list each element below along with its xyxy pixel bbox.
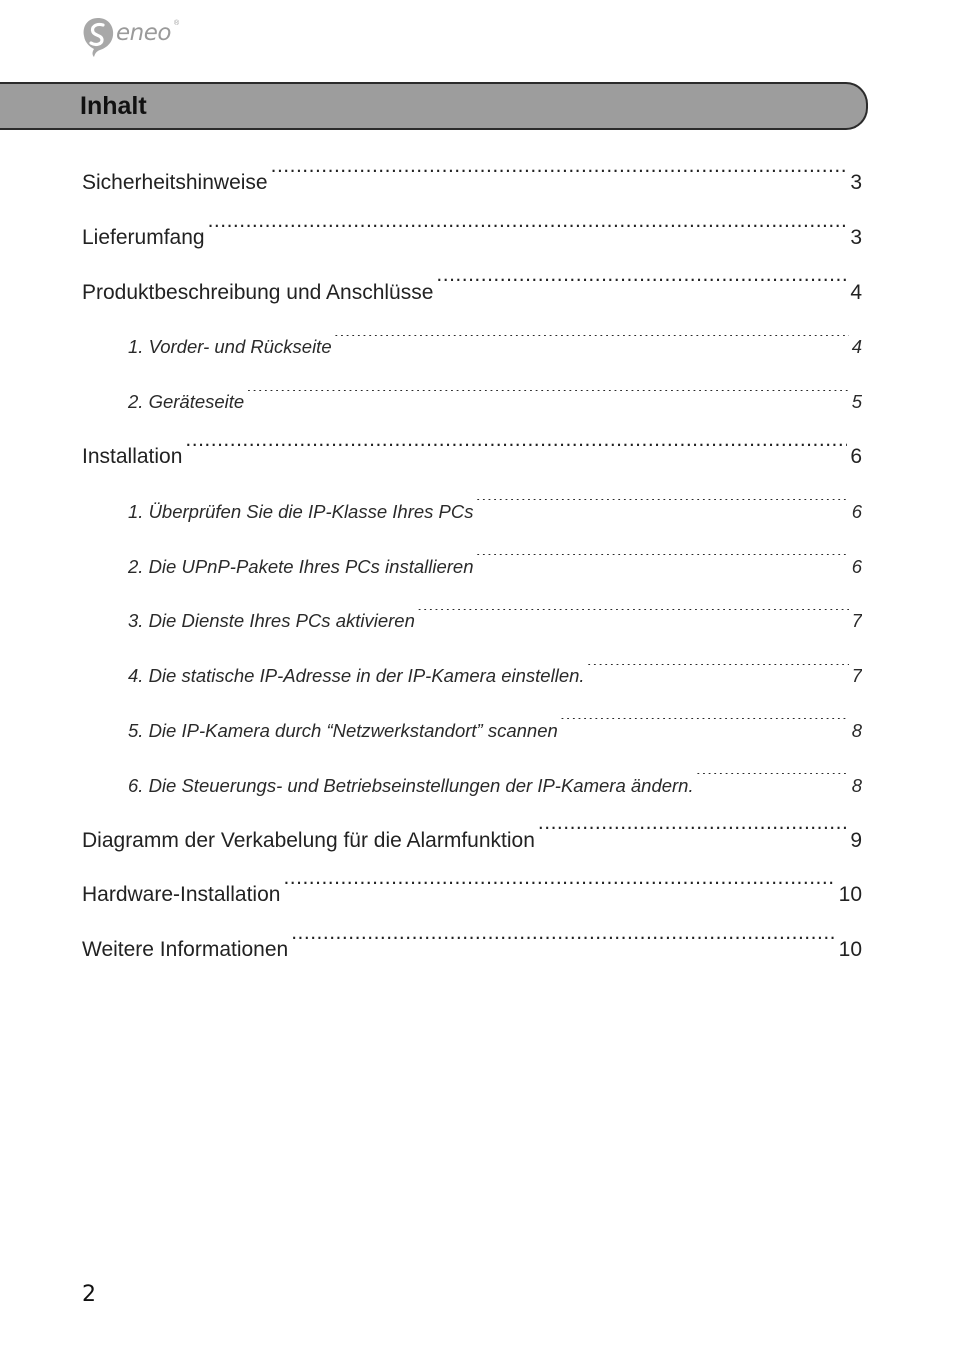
toc-entry[interactable] <box>82 375 862 430</box>
toc-dot-leader <box>538 826 847 847</box>
page-title: Inhalt <box>80 92 147 120</box>
toc-entry-page: 9 <box>850 828 862 852</box>
toc-entry-page: 8 <box>851 774 862 796</box>
toc-dot-leader <box>291 935 835 956</box>
toc-entry-label: Produktbeschreibung und Anschlüsse <box>82 280 434 304</box>
logo-wordmark: eneo <box>116 20 171 46</box>
table-of-contents <box>82 156 862 978</box>
toc-dot-leader <box>185 442 847 463</box>
toc-entry-label: Sicherheitshinweise <box>82 171 268 194</box>
eneo-logo <box>80 16 190 58</box>
toc-entry-label: 1. Vorder- und Rückseite <box>128 336 332 358</box>
toc-entry-label: Lieferumfang <box>82 225 205 249</box>
toc-entry-page: 8 <box>851 719 862 741</box>
toc-entry-page: 6 <box>851 500 862 522</box>
toc-entry[interactable] <box>82 868 862 923</box>
toc-dot-leader <box>418 609 849 628</box>
toc-entry-label: Weitere Informationen <box>82 938 289 962</box>
toc-entry-page: 10 <box>838 938 862 962</box>
toc-entry-label: Diagramm der Verkabelung für die Alarmfunktion <box>82 828 535 852</box>
toc-dot-leader <box>208 223 848 244</box>
toc-entry[interactable] <box>82 485 862 540</box>
toc-entry-page: 5 <box>851 391 862 413</box>
toc-entry-label: Installation <box>82 444 183 468</box>
toc-entry-label: 2. Die UPnP-Pakete Ihres PCs installieren <box>128 555 474 577</box>
toc-entry[interactable] <box>82 156 862 211</box>
toc-entry-label: 5. Die IP-Kamera durch “Netzwerkstandort” scannen <box>128 719 558 741</box>
section-title-bar <box>0 82 868 130</box>
registered-mark: ® <box>174 20 180 27</box>
toc-entry-page: 3 <box>850 171 862 194</box>
toc-entry[interactable] <box>82 759 862 814</box>
toc-entry-label: 6. Die Steuerungs- und Betriebseinstellungen der IP-Kamera ändern. <box>128 774 694 796</box>
toc-entry-label: 3. Die Dienste Ihres PCs aktivieren <box>128 610 415 632</box>
toc-dot-leader <box>588 664 849 683</box>
toc-entry-page: 3 <box>850 225 862 249</box>
toc-entry[interactable] <box>82 430 862 485</box>
toc-dot-leader <box>477 499 849 518</box>
toc-dot-leader <box>561 718 849 737</box>
toc-entry[interactable] <box>82 649 862 704</box>
toc-dot-leader <box>697 773 849 792</box>
toc-dot-leader <box>335 335 849 354</box>
toc-dot-leader <box>283 880 835 901</box>
page-number: 2 <box>82 1282 96 1307</box>
toc-entry-page: 7 <box>851 610 862 632</box>
toc-entry-page: 10 <box>838 883 862 907</box>
toc-entry[interactable] <box>82 211 862 266</box>
toc-entry-page: 4 <box>850 280 862 304</box>
toc-entry[interactable] <box>82 320 862 375</box>
toc-entry-label: Hardware-Installation <box>82 883 281 907</box>
toc-dot-leader <box>436 278 847 299</box>
toc-entry-page: 6 <box>850 444 862 468</box>
toc-dot-leader <box>476 554 848 573</box>
toc-entry-label: 1. Überprüfen Sie die IP-Klasse Ihres PCs <box>128 500 474 522</box>
eneo-swirl-icon <box>80 16 116 58</box>
toc-entry-label: 4. Die statische IP-Adresse in der IP-Kamera einstellen. <box>128 665 585 687</box>
toc-entry[interactable] <box>82 540 862 595</box>
toc-entry-label: 2. Geräteseite <box>128 391 245 413</box>
toc-dot-leader <box>271 168 848 189</box>
toc-entry[interactable] <box>82 266 862 321</box>
toc-entry-page: 4 <box>851 336 862 358</box>
toc-entry[interactable] <box>82 923 862 978</box>
toc-entry[interactable] <box>82 704 862 759</box>
toc-entry-page: 6 <box>851 555 862 577</box>
toc-entry[interactable] <box>82 814 862 869</box>
toc-entry[interactable] <box>82 594 862 649</box>
toc-entry-page: 7 <box>851 665 862 687</box>
toc-dot-leader <box>247 390 849 409</box>
